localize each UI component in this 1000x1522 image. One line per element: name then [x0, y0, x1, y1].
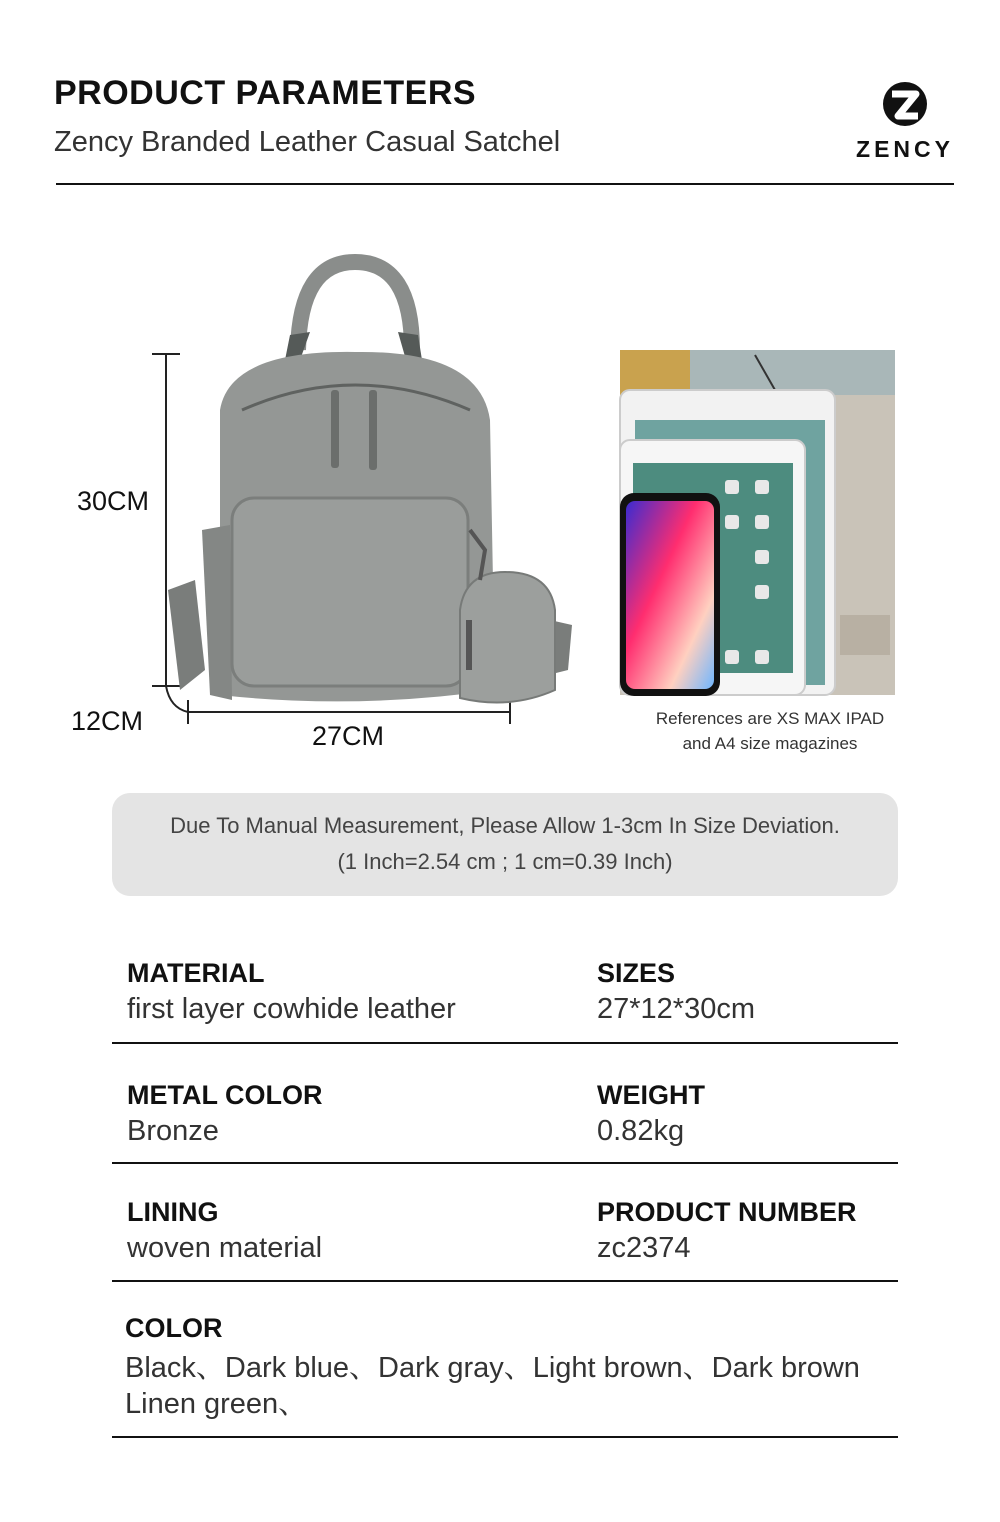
brand-wordmark: ZENCY — [856, 136, 954, 162]
spec-value: woven material — [127, 1232, 323, 1264]
spec-label: METAL COLOR — [127, 1080, 323, 1110]
spec-label: LINING — [127, 1197, 219, 1227]
width-dimension-label: 27CM — [312, 721, 385, 751]
spec-row-3 — [112, 1197, 898, 1282]
spec-lining — [127, 1197, 322, 1265]
spec-label: PRODUCT NUMBER — [597, 1197, 857, 1227]
spec-row-color — [112, 1313, 898, 1438]
spec-value: first layer cowhide leather — [127, 993, 456, 1025]
color-options — [125, 1350, 860, 1422]
spec-row-2 — [112, 1080, 898, 1164]
spec-color — [125, 1313, 860, 1422]
spec-row-1 — [112, 958, 898, 1044]
spec-material — [127, 958, 456, 1026]
spec-value: zc2374 — [597, 1232, 691, 1264]
reference-note-line1: References are XS MAX IPAD — [655, 709, 885, 728]
spec-weight — [597, 1080, 705, 1148]
spec-label: SIZES — [597, 958, 676, 988]
zency-logo-icon — [880, 74, 930, 134]
brand-logo — [855, 74, 955, 166]
reference-note — [620, 706, 920, 756]
spec-metal-color — [127, 1080, 323, 1148]
measurement-notice — [112, 793, 898, 896]
spec-value: 0.82kg — [597, 1115, 685, 1147]
spec-product-number — [597, 1197, 857, 1265]
height-dimension-label: 30CM — [77, 486, 150, 516]
notice-line1: Due To Manual Measurement, Please Allow 1-3cm In Size Deviation. — [170, 813, 840, 838]
spec-label: WEIGHT — [597, 1080, 705, 1110]
size-reference-image — [615, 345, 905, 705]
spec-value: 27*12*30cm — [597, 993, 755, 1025]
notice-line2: (1 Inch=2.54 cm ; 1 cm=0.39 Inch) — [337, 849, 673, 874]
page-title: PRODUCT PARAMETERS — [54, 74, 477, 112]
spec-label: MATERIAL — [127, 958, 265, 988]
depth-dimension-label: 12CM — [71, 706, 144, 736]
reference-note-line2: and A4 size magazines — [682, 734, 858, 753]
page-subtitle: Zency Branded Leather Casual Satchel — [54, 126, 561, 158]
spec-label: COLOR — [125, 1313, 223, 1343]
spec-value: Bronze — [127, 1115, 219, 1147]
color-options-line2: Linen green、 — [125, 1388, 308, 1420]
backpack-image — [150, 250, 600, 730]
color-options-line1: Black、Dark blue、Dark gray、Light brown、Dark brown — [125, 1352, 860, 1384]
spec-sizes — [597, 958, 755, 1026]
